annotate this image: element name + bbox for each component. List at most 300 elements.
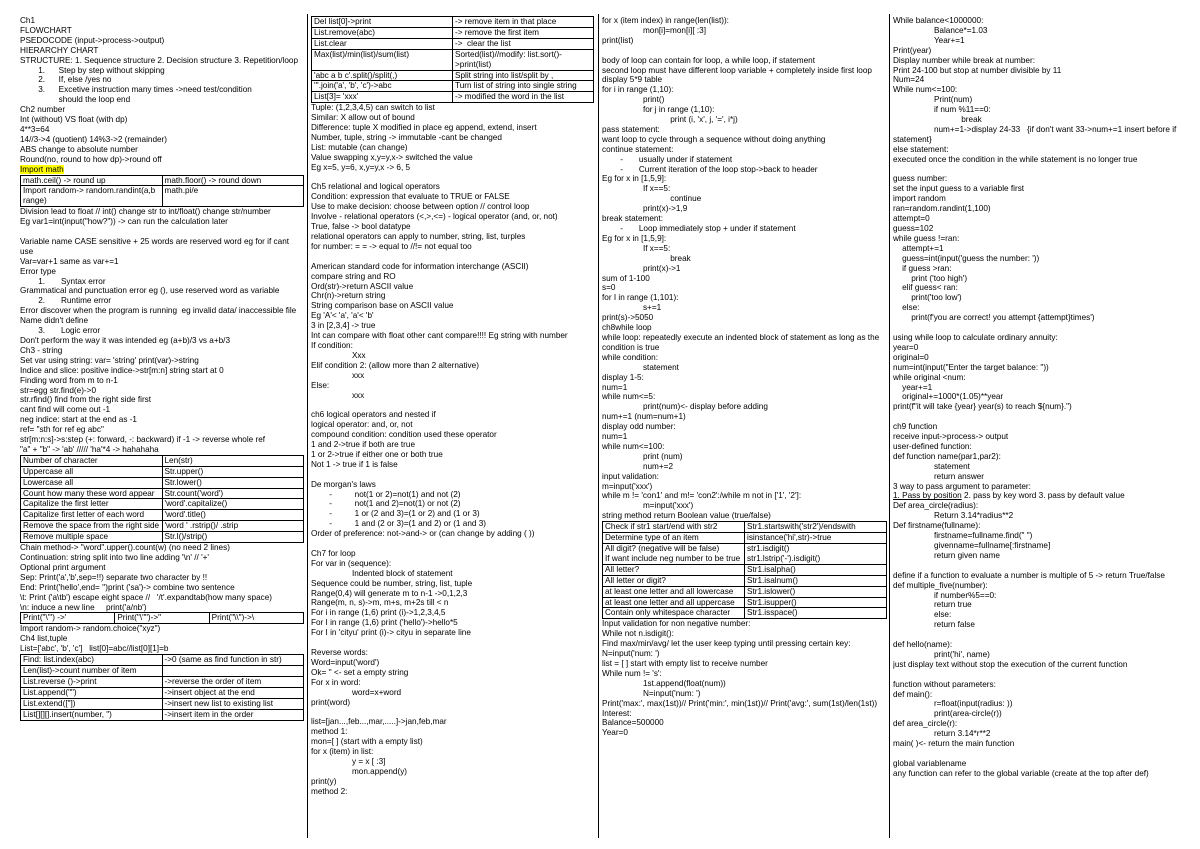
note-line: return given name [893, 550, 1000, 560]
note-line: Ch4 list,tuple [20, 634, 68, 644]
note-line [893, 412, 1183, 422]
table-cell: Sorted(list)//modify: list.sort()->print(list) [453, 49, 594, 70]
note-line: return false [893, 620, 975, 630]
note-line: Chr(n)->return string [311, 291, 386, 301]
note-line: attempt+=1 [893, 243, 944, 253]
note-line: 14//3->4 (quotient) 14%3->2 (remainder) [20, 134, 167, 144]
note-line: Order of preference: not->and-> or (can change by adding ( )) [311, 529, 535, 539]
note-line: 3 way to pass argument to parameter: [893, 481, 1031, 491]
note-line: Ok= '' <- set a empty string [311, 667, 409, 677]
note-line: break [893, 115, 982, 125]
note-line: print (num) [602, 451, 683, 461]
note-line: \n: induce a new line print('a/nb') [20, 602, 147, 612]
note-line: body of loop can contain for loop, a while loop, if statement [602, 55, 816, 65]
table-cell: Str.upper() [162, 466, 304, 477]
note-line: if num %11==0: [893, 105, 991, 115]
table-cell: Print("\"")->" [115, 613, 209, 624]
note-line [20, 227, 304, 237]
note-line: 1. Syntax error [20, 276, 106, 286]
note-line: guess=102 [893, 224, 934, 234]
note-line: - not(1 or 2)=not(1) and not (2) [311, 489, 461, 499]
table-cell: at least one letter and all lowercase [603, 586, 745, 597]
note-line: y = x [ :3] [311, 756, 386, 766]
note-line: display 1-5: [602, 372, 644, 382]
table-cell: List[3]= 'xxx' [312, 92, 453, 103]
note-line: Finding word from m to n-1 [20, 375, 118, 385]
note-line: Eg for x in [1,5,9]: [602, 174, 667, 184]
table-cell: Turn list of string into single string [453, 81, 594, 92]
note-line: True, false -> bool datatype [311, 222, 411, 232]
table-cell: at least one letter and all uppercase [603, 597, 745, 608]
note-line: \t: Print ('a\tb') escape eight space // '/t'.expandtab(how many space) [20, 592, 273, 602]
note-line: 3 in [2,3,4] -> true [311, 321, 376, 331]
note-line: Print('max:', max(1st))// Print('min:', min(1st))// Print('avg:', sum(1st)/len(1st)) [602, 698, 878, 708]
note-line: Chain method-> "word".upper().count(w) (no need 2 lines) [20, 543, 230, 553]
note-line: ref= "sth for ref eg abc" [20, 425, 104, 435]
table-cell: List.remove(abc) [312, 27, 453, 38]
column-4 [893, 16, 1183, 779]
note-line: Difference: tuple X modified in place eg append, extend, insert [311, 123, 537, 133]
note-line: print (i, 'x', j, '=', i*j) [602, 115, 738, 125]
notes-block [20, 207, 304, 455]
note-line: num=1 [602, 382, 628, 392]
note-line: Ord(str)->return ASCII value [311, 281, 414, 291]
note-line: break [602, 253, 691, 263]
note-line: HIERARCHY CHART [20, 45, 99, 55]
note-line: while m != 'con1' and m!= 'con2':/while m not in ['1', '2']: [602, 491, 802, 501]
note-line: 3. Logic error [20, 326, 101, 336]
text: 2. pass by key word 3. pass by default value [961, 491, 1125, 501]
table-cell: ->insert new list to existing list [162, 698, 304, 709]
note-line: statement [893, 461, 970, 471]
note-line: Don't perform the way it was intended eg (a+b)/3 vs a+b/3 [20, 335, 231, 345]
note-line: print(area-circle(r)) [893, 709, 1002, 719]
note-line: r=float(input(radius: )) [893, 699, 1013, 709]
note-line: ch6 logical operators and nested if [311, 410, 436, 420]
notes-block [893, 501, 1183, 778]
note-line: Import random-> random.choice("xyz") [20, 624, 161, 634]
note-line: Sequence could be number, string, list, tuple [311, 578, 473, 588]
note-line: guess=int(input('guess the number: ')) [893, 253, 1040, 263]
table-row [21, 510, 304, 521]
note-line: display 5*9 table [602, 75, 663, 85]
note-line [311, 173, 594, 183]
note-line: Var=var+1 same as var+=1 [20, 256, 119, 266]
note-line: While not n.isdigit(): [602, 629, 674, 639]
table-cell: All letter or digit? [603, 575, 745, 586]
note-line: while num<=100: [602, 441, 665, 451]
note-line: - 1 or (2 and 3)=(1 or 2) and (1 or 3) [311, 509, 480, 519]
note-line: m=input('xxx') [602, 501, 694, 511]
note-line: using while loop to calculate ordinary annuity: [893, 332, 1058, 342]
note-line: 2. If, else /yes no [20, 75, 112, 85]
note-line [893, 165, 1183, 175]
note-line: Year=0 [602, 728, 628, 738]
note-line: print(f'you are correct! you attempt {attempt}times') [893, 313, 1095, 323]
note-line: neg indice: start at the end as -1 [20, 415, 137, 425]
table-row [21, 676, 304, 687]
note-line: Eg var1=int(input("how?")) -> can run the calculation later [20, 217, 228, 227]
note-line: - Current iteration of the loop stop->back to header [602, 164, 818, 174]
table-cell: Str1.isspace() [745, 608, 887, 619]
note-line: For i in range (1,6) print (i)->1,2,3,4,5 [311, 608, 446, 618]
note-line: year+=1 [893, 382, 933, 392]
table-cell: All digit? (negative will be false) If want include neg number to be true [603, 544, 745, 565]
note-line: function without parameters: [893, 679, 996, 689]
table-cell: Len(str) [162, 455, 304, 466]
table-row [603, 544, 887, 565]
table-cell: Max(list)/min(list)/sum(list) [312, 49, 453, 70]
note-line: Error discover when the program is running eg invalid data/ inaccessible file Name didn't define [20, 306, 299, 326]
note-line: else: [893, 303, 920, 313]
table-cell: Str.l()/strip() [162, 532, 304, 543]
note-line: Eg x=5, y=6, x,y=y,x -> 6, 5 [311, 162, 411, 172]
note-line [311, 400, 594, 410]
note-line: For I in range (1,6) print ('hello')->hello*5 [311, 618, 458, 628]
note-line: receive input->process-> output [893, 432, 1009, 442]
note-line: Print 24-100 but stop at number divisible by 11 [893, 65, 1062, 75]
note-line: method 2: [311, 786, 348, 796]
note-line: print('hi', name) [893, 649, 990, 659]
note-line: While balance<1000000: [893, 16, 984, 25]
table-cell: Str1.islower() [745, 586, 887, 597]
note-line: While num != 's': [602, 668, 662, 678]
table-row [21, 477, 304, 488]
note-line: Ch5 relational and logical operators [311, 182, 440, 192]
note-line: Condition: expression that evaluate to TRUE or FALSE [311, 192, 510, 202]
note-line: str[m:n:s]->s:step (+: forward, -: backward) if -1 -> reverse whole ref [20, 435, 266, 445]
table-cell: List[][][].insert(number, ") [21, 709, 163, 720]
note-line: For x in word: [311, 677, 361, 687]
boolean-methods-table [602, 521, 887, 619]
table-cell: 'word ' .rstrip()/ .strip [162, 521, 304, 532]
note-line: while guess !=ran: [893, 233, 960, 243]
note-line: continue statement: [602, 144, 674, 154]
note-line: display odd number: [602, 422, 676, 432]
note-line: set the input guess to a variable first [893, 184, 1025, 194]
table-row [21, 665, 304, 676]
note-line: list = [ ] start with empty list to receive number [602, 658, 768, 668]
note-line: pass statement: [602, 124, 660, 134]
note-line: Eg for x in [1,5,9]: [602, 233, 667, 243]
note-line: - Loop immediately stop + under if statement [602, 224, 796, 234]
notes-block [602, 619, 887, 738]
table-row [21, 613, 304, 624]
note-line: Range(m, n, s)->m, m+s, m+2s till < n [311, 598, 449, 608]
note-line: List=['abc', 'b', 'c'] list[0]=abc//list[0][1]=b [20, 644, 169, 654]
note-line: Error type [20, 266, 56, 276]
note-line: break statement: [602, 214, 663, 224]
table-cell: Split string into list/split by , [453, 70, 594, 81]
column-3 [602, 16, 887, 738]
table-row [21, 687, 304, 698]
note-line: method 1: [311, 727, 348, 737]
note-line: Ch1 [20, 16, 36, 25]
note-line: Sep: Print('a','b',sep=!!) separate two character by !! [20, 572, 208, 582]
note-line: N=input('num: ') [602, 649, 660, 659]
note-line: Involve - relational operators (<,>,<=) - logical operator (and, or, not) [311, 212, 558, 222]
note-line: word=x+word [311, 687, 402, 697]
note-line: Int (without) VS float (with dp) [20, 115, 128, 125]
note-line [311, 638, 594, 648]
note-line: Print(year) [893, 45, 932, 55]
note-line: Else: [311, 380, 330, 390]
note-line: original=0 [893, 352, 929, 362]
note-line: Find max/min/avg/ let the user keep typing until pressing certain key: [602, 639, 851, 649]
table-cell: '''.join('a', 'b', 'c')->abc [312, 81, 453, 92]
note-line: 2. Runtime error [20, 296, 112, 306]
note-line: If condition: [311, 340, 353, 350]
note-line: PSEDOCODE (input->process->output) [20, 35, 165, 45]
note-line [893, 561, 1183, 571]
table-cell: ->reverse the order of item [162, 676, 304, 687]
note-line: Xxx [311, 350, 366, 360]
note-line: 1 or 2->true if either one or both true [311, 449, 443, 459]
note-line: 3. Excetive instruction many times ->need test/condition [20, 85, 252, 95]
table-row [312, 38, 594, 49]
note-line: Round(no, round to how dp)->round off [20, 154, 162, 164]
note-line: Division lead to float // int() change str to int/float() change str/number [20, 207, 271, 217]
note-line: mon.append(y) [311, 766, 408, 776]
table-row [603, 533, 887, 544]
note-line: return answer [893, 471, 985, 481]
note-line: for I in range (1,101): [602, 293, 679, 303]
note-line: Value swapping x,y=y,x-> switched the value [311, 152, 473, 162]
note-line: for x (item) in list: [311, 747, 374, 757]
table-cell: Str1.isalpha() [745, 564, 887, 575]
table-cell: ->insert item in the order [162, 709, 304, 720]
note-line: - not(1 and 2)=not(1) or not (2) [311, 499, 461, 509]
table-row [603, 575, 887, 586]
highlighted-heading: Import math [20, 164, 64, 174]
table-cell [162, 665, 304, 676]
note-line: executed once the condition in the while statement is no longer true [893, 154, 1138, 164]
table-cell: Find: list.index(abc) [21, 655, 163, 666]
note-line [893, 749, 1183, 759]
note-line: second loop must have different loop variable + completely inside first loop [602, 65, 872, 75]
note-line: for i in range (1,10): [602, 85, 674, 95]
string-methods-table [20, 455, 304, 543]
table-cell: Count how many these word appear [21, 488, 163, 499]
table-cell: Check if str1 start/end with str2 [603, 522, 745, 533]
table-row [603, 522, 887, 533]
note-line: Set var using string: var= 'string' print(var)->string [20, 355, 199, 365]
note-line: ch9 function [893, 422, 938, 432]
note-line [602, 46, 887, 56]
table-cell: Remove multiple space [21, 532, 163, 543]
note-line: - 1 and (2 or 3)=(1 and 2) or (1 and 3) [311, 519, 486, 529]
note-line: if number%5==0: [893, 590, 997, 600]
table-cell: Str1.isalnum() [745, 575, 887, 586]
table-cell: Str.lower() [162, 477, 304, 488]
note-line: Interest: [602, 708, 632, 718]
note-line: print(y) [311, 776, 337, 786]
note-line: num+=1 (num=num+1) [602, 412, 686, 422]
note-line: num=1 [602, 432, 628, 442]
table-cell: Capitalize the first letter [21, 499, 163, 510]
table-cell: ->0 (same as find function in str) [162, 655, 304, 666]
note-line: def function name(par1,par2): [893, 451, 1001, 461]
table-row [312, 27, 594, 38]
table-cell: List.append("") [21, 687, 163, 698]
note-line: original+=1000*(1.05)**year [893, 392, 1004, 402]
table-cell: 'abc a b c'.split()/split(,) [312, 70, 453, 81]
table-cell: List.extend(["]) [21, 698, 163, 709]
note-line: def hello(name): [893, 640, 953, 650]
note-line: attempt=0 [893, 214, 930, 224]
note-line: Int can compare with float other cant compare!!!! Eg string with number [311, 331, 568, 341]
note-line: any function can refer to the global variable (create at the top after def) [893, 768, 1149, 778]
note-line [893, 670, 1183, 680]
note-line: def multiple_five(number): [893, 580, 988, 590]
column-2 [311, 16, 594, 797]
note-line: just display text without stop the execution of the current function [893, 659, 1128, 669]
table-row [603, 608, 887, 619]
note-line: print(s)->5050 [602, 313, 654, 323]
note-line: 1st.append(float(num)) [602, 678, 726, 688]
note-line: while condition: [602, 352, 658, 362]
note-line: Range(0,4) will generate m to n-1 ->0,1,2,3 [311, 588, 468, 598]
note-line: Ch7 for loop [311, 548, 356, 558]
table-row [21, 186, 304, 207]
table-row [21, 466, 304, 477]
note-line: 4**3=64 [20, 124, 50, 134]
notes-block [311, 103, 594, 796]
note-line: Continuation: string split into two line adding '\n' // '+' [20, 553, 209, 563]
table-row [312, 92, 594, 103]
math-table [20, 175, 304, 208]
table-cell: str1.isdigit() str1.lstrip('-').isdigit() [745, 544, 887, 565]
note-line: Eg 'A'< 'a', 'a'< 'b' [311, 311, 374, 321]
table-row [312, 81, 594, 92]
note-line: str=egg str.find(e)->0 [20, 385, 96, 395]
table-cell: -> modified the word in the list [453, 92, 594, 103]
note-line: Variable name CASE sensitive + 25 words are reserved word eg for if cant use [20, 236, 292, 256]
note-line: print(f"it will take {year} year(s) to reach ${num}.") [893, 402, 1072, 412]
table-cell: Import random-> random.randint(a,b range) [21, 186, 163, 207]
note-line: statement [602, 362, 679, 372]
note-line: Not 1 -> true if 1 is false [311, 459, 398, 469]
note-line: should the loop end [20, 95, 131, 105]
notes-block [20, 624, 304, 654]
note-line [311, 707, 594, 717]
note-line: While num<=100: [893, 85, 958, 95]
table-row [21, 488, 304, 499]
note-line: givenname=fullname[:firstname] [893, 540, 1051, 550]
list-ops-table [311, 16, 594, 103]
table-cell: Len(list)->count number of item [21, 665, 163, 676]
table-cell: ->insert object at the end [162, 687, 304, 698]
notes-block [20, 16, 304, 165]
table-cell: List.reverse ()->print [21, 676, 163, 687]
note-line: ch8while loop [602, 323, 652, 333]
table-cell: math.floor() -> round down [162, 175, 304, 186]
note-line: Similar: X allow out of bound [311, 113, 415, 123]
note-line: xxx [311, 370, 365, 380]
note-line: Year+=1 [893, 35, 965, 45]
column-1 [20, 16, 304, 721]
note-line: for j in range (1,10): [602, 105, 715, 115]
note-line: firstname=fullname.find(" ") [893, 531, 1033, 541]
note-line: Grammatical and punctuation error eg (), use reserved word as variable [20, 286, 280, 296]
table-row [21, 455, 304, 466]
underlined-text: 1. Pass by position [893, 491, 962, 501]
note-line: Tuple: (1,2,3,4,5) can switch to list [311, 103, 435, 113]
note-line [893, 323, 1183, 333]
note-line: N=input('num: ') [602, 688, 701, 698]
note-line: If x==5: [602, 184, 671, 194]
note-line: return true [893, 600, 972, 610]
table-cell: Del list[0]->print [312, 17, 453, 28]
note-line: guess number: [893, 174, 948, 184]
note-line: 1. Step by step without skipping [20, 65, 165, 75]
table-cell: Determine type of an item [603, 533, 745, 544]
notes-block [893, 16, 1183, 491]
note-line: input validation: [602, 471, 659, 481]
note-line: If x==5: [602, 243, 671, 253]
note-line: s+=1 [602, 303, 662, 313]
note-line: else statement: [893, 144, 949, 154]
note-line: cant find will come out -1 [20, 405, 111, 415]
table-cell: Str1.startswith('str2')/endswith [745, 522, 887, 533]
note-line: if guess >ran: [893, 263, 952, 273]
table-row [21, 655, 304, 666]
note-line: compound condition: condition used these operator [311, 430, 497, 440]
note-line: year=0 [893, 342, 919, 352]
table-cell: Number of character [21, 455, 163, 466]
note-line: s=0 [602, 283, 616, 293]
note-line: Word=input('word') [311, 657, 380, 667]
table-row [312, 49, 594, 70]
note-line: Reverse words: [311, 648, 368, 657]
table-cell: isinstance('hi',str)->true [745, 533, 887, 544]
table-row [312, 17, 594, 28]
table-row [603, 564, 887, 575]
note-line: else: [893, 610, 952, 620]
pass-argument-line [893, 491, 1183, 501]
note-line: mon[i]=mon[i][ :3] [602, 25, 706, 35]
table-row [21, 532, 304, 543]
table-row [312, 70, 594, 81]
note-line: Def firstname(fullname): [893, 521, 981, 531]
table-cell: -> remove item in that place [453, 17, 594, 28]
note-line: Indice and slice: positive indice->str[m:n] string start at 0 [20, 365, 224, 375]
note-line: while num<=5: [602, 392, 656, 402]
table-cell: All letter? [603, 564, 745, 575]
notes-block [602, 16, 887, 511]
note-line: Balance=500000 [602, 718, 664, 728]
note-line: compare string and RO [311, 271, 396, 281]
note-line: while original <num: [893, 372, 966, 382]
note-line: list=[jan...,feb...,mar,.....]->jan,feb,mar [311, 717, 447, 727]
note-line: FLOWCHART [20, 25, 72, 35]
note-line: Num=24 [893, 75, 925, 85]
note-line: Indented block of statement [311, 568, 453, 578]
note-line: num+=1->display 24-33 {if don't want 33->num+=1 insert before if statement} [893, 124, 1179, 144]
note-line: Elif condition 2: (allow more than 2 alternative) [311, 360, 479, 370]
note-line: print('too low') [893, 293, 962, 303]
note-line: print(num)<- display before adding [602, 402, 768, 412]
note-line [311, 539, 594, 549]
note-line: def main(): [893, 689, 933, 699]
note-line: Use to make decision: choose between option // control loop [311, 202, 530, 212]
table-cell: Uppercase all [21, 466, 163, 477]
note-line: Ch2 number [20, 105, 66, 115]
note-line: Return 3.14*radius**2 [893, 511, 1014, 521]
table-heading: string method return Boolean value (true/false) [602, 511, 771, 521]
note-line: print(x)->1,9 [602, 204, 688, 214]
note-line: print(list) [602, 35, 634, 45]
